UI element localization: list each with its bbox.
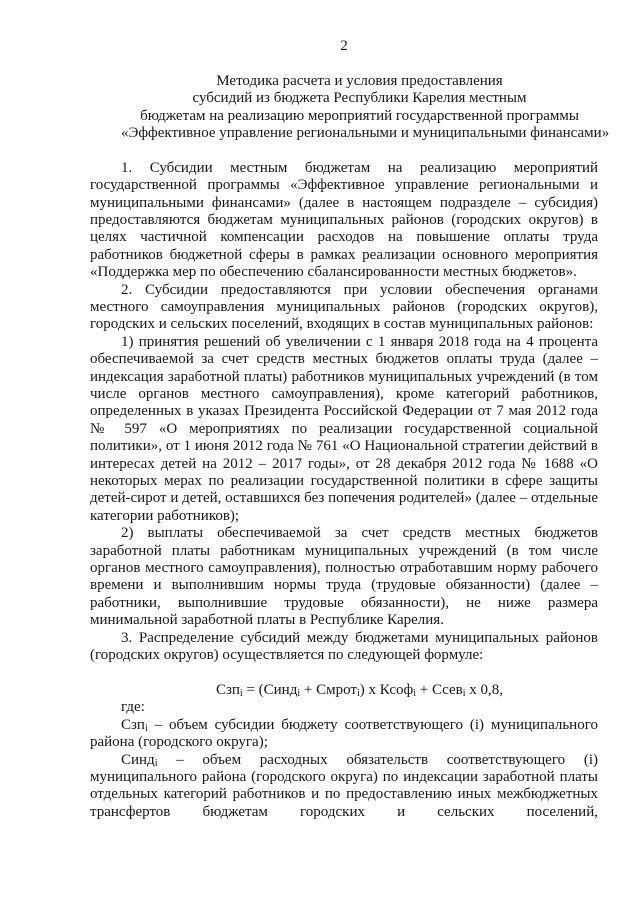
formula-term: ) х Ксоф <box>359 681 414 698</box>
title-line-1: Методика расчета и условия предоставления <box>216 72 503 89</box>
paragraph-condition-1-indexation: 1) принятия решений об увеличении с 1 января 2018 года на 4 процента обеспечиваемой за счет средств местных бюджетов оплаты труда (далее – индексация заработной платы) работников муниципальных учреждений (в том числе органов местного самоуправления), кроме категорий работников, определенных в указах Президента Российской Федерации от 7 мая 2012 года № 597 «О мероприятиях по реализации государственной социальной политики», от 1 июня 2012 года № 761 «О Национальной стратегии действий в интересах детей на 2012 – 2017 годы», от 28 декабря 2012 года № 1688 «О некоторых мерах по реализации государственной политики в сфере защиты детей-сирот и детей, оставшихся без попечения родителей» (далее – отдельные категории работников); <box>90 333 598 524</box>
formula-subscript: i <box>239 687 243 699</box>
document-title <box>90 72 610 143</box>
definition-subscript: i <box>144 722 148 734</box>
formula-term: + Ссев <box>416 681 463 698</box>
definition-symbol: Синд <box>121 751 155 768</box>
formula-subscript: i <box>462 687 466 699</box>
formula-term: Сзп <box>215 681 240 698</box>
definition-text: – объем расходных обязательств соответствующего (i) муниципального района (городского округа) по индексации заработной платы отдельных категорий работников и по предоставлению иных межбюджетных трансфертов бюджетам городских и сельских поселений, <box>90 751 598 820</box>
formula-subscript: i <box>356 687 360 699</box>
definition-text: – объем субсидии бюджету соответствующего (i) муниципального района (городского округа); <box>90 716 598 751</box>
title-line-3: бюджетам на реализацию мероприятий государственной программы <box>140 107 579 124</box>
title-line-4: «Эффективное управление региональными и муниципальными финансами» <box>121 124 610 141</box>
formula-term: + Смрот <box>300 681 357 698</box>
formula-subscript: i <box>297 687 301 699</box>
definition-sind <box>90 752 598 822</box>
paragraph-2-conditions: 2. Субсидии предоставляются при условии обеспечения органами местного самоуправления муниципальных районов (городских округов), городских и сельских поселений, входящих в состав муниципальных районов: <box>90 281 598 333</box>
formula-term: х 0,8, <box>465 681 504 698</box>
formula-subscript: i <box>413 687 417 699</box>
distribution-formula <box>90 682 598 699</box>
paragraph-1-purpose: 1. Субсидии местным бюджетам на реализацию мероприятий государственной программы «Эффективное управление региональными и муниципальными финансами» (далее в настоящем подразделе – субсидия) предоставляются бюджетам муниципальных районов (городских округов) в целях частичной компенсации расходов на повышение оплаты труда работников бюджетной сферы в рамках реализации основного мероприятия «Поддержка мер по обеспечению сбалансированности местных бюджетов». <box>90 159 598 281</box>
definition-szp <box>90 717 598 752</box>
paragraph-condition-2-minimum-wage: 2) выплаты обеспечиваемой за счет средств местных бюджетов заработной платы работникам муниципальных учреждений (в том числе органов местного самоуправления), полностью отработавшим норму рабочего времени и выполнившим нормы труда (трудовые обязанности) (далее – работники, выполнившие трудовые обязанности), не ниже размера минимальной заработной платы в Республике Карелия. <box>90 525 598 629</box>
paragraph-3-distribution: 3. Распределение субсидий между бюджетами муниципальных районов (городских округов) осуществляется по следующей формуле: <box>90 629 598 664</box>
title-line-2: субсидий из бюджета Республики Карелия местным <box>192 90 527 107</box>
definition-subscript: i <box>154 757 158 769</box>
where-label: где: <box>121 699 145 716</box>
formula-term: = (Синд <box>242 681 298 698</box>
page-number: 2 <box>340 38 348 54</box>
definition-symbol: Сзп <box>121 716 145 733</box>
